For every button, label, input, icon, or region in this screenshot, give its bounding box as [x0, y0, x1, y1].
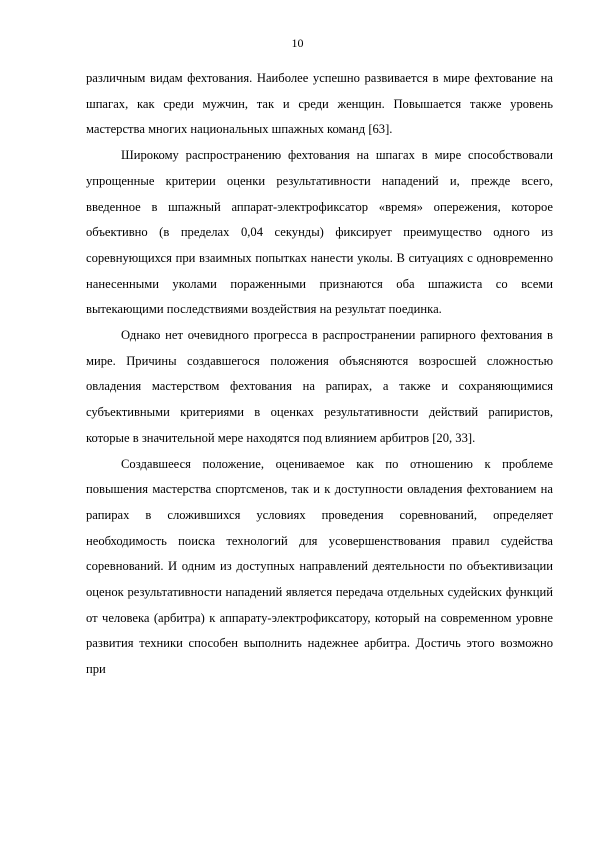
paragraph-4: Создавшееся положение, оцениваемое как по отношению к проблеме повышения мастерства спортсменов, так и к доступности овладения фехтованием на рапирах в сложившихся условиях проведения соревнований, определяет необходимость поиска технологий для усовершенствования правил судейства соревнований. И одним из доступных направлений деятельности по объективизации оценок результативности нападений является передача отдельных судейских функций от человека (арбитра) к аппарату-электрофиксатору, который на современном уровне развития техники способен выполнить надежнее арбитра. Достичь этого возможно при — [86, 456, 553, 677]
document-body — [86, 66, 553, 683]
paragraph-2: Широкому распространению фехтования на шпагах в мире способствовали упрощенные критерии оценки результативности нападений и, прежде всего, введенное в шпажный аппарат-электрофиксатор «время» опережения, которое объективно (в пределах 0,04 секунды) фиксирует преимущество одного из соревнующихся при взаимных попытках нанести уколы. В ситуациях с одновременно нанесенными уколами пораженными признаются оба шпажиста со всеми вытекающими последствиями воздействия на результат поединка. — [86, 148, 553, 317]
page-number: 10 — [291, 36, 304, 50]
paragraph-3: Однако нет очевидного прогресса в распространении рапирного фехтования в мире. Причины создавшегося положения объясняются возросшей сложностью овладения мастерством фехтования на рапирах, а также и сохраняющимися субъективными критериями в оценках результативности действий рапиристов, которые в значительной мере находятся под влиянием арбитров [20, 33]. — [86, 328, 553, 445]
paragraph-1: различным видам фехтования. Наиболее успешно развивается в мире фехтование на шпагах, как среди мужчин, так и среди женщин. Повышается также уровень мастерства многих национальных шпажных команд [63]. — [86, 71, 553, 137]
